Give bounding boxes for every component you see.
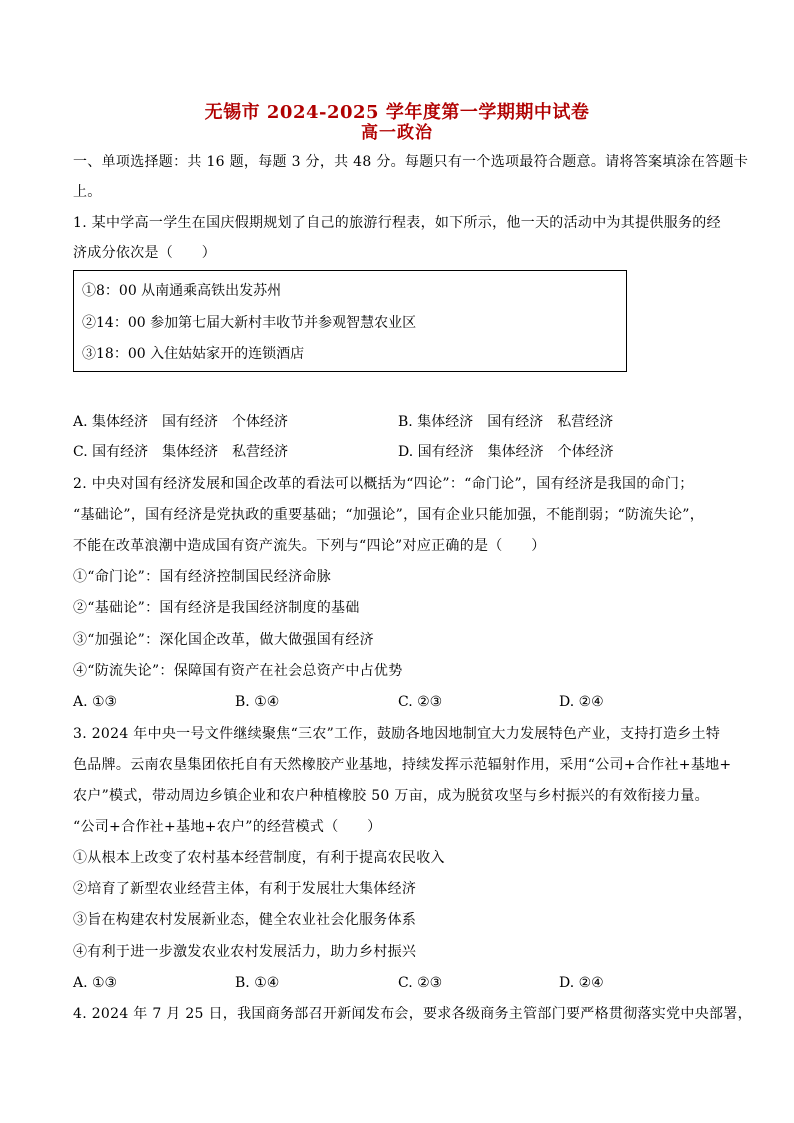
question-3-option-a: A. ①③ xyxy=(73,975,118,991)
question-2-option-b: B. ①④ xyxy=(235,694,280,710)
question-3-stem: “公司+合作社+基地+农户”的经营模式（ ） xyxy=(73,819,382,835)
itinerary-item: ③18：00 入住姑姑家开的连锁酒店 xyxy=(82,346,305,362)
question-2-stem: 不能在改革浪潮中造成国有资产流失。下列与“四论”对应正确的是（ ） xyxy=(73,538,546,554)
question-2-stem: 2. 中央对国有经济发展和国企改革的看法可以概括为“四论”：“命门论”，国有经济是我国的命门； xyxy=(73,476,694,492)
question-1-option-d: D. 国有经济 集体经济 个体经济 xyxy=(398,444,614,460)
question-3-option-d: D. ②④ xyxy=(559,975,604,991)
question-4-stem: 4. 2024 年 7 月 25 日，我国商务部召开新闻发布会，要求各级商务主管部门要严格贯彻落实党中央部署， xyxy=(73,1006,752,1022)
question-2-option-a: A. ①③ xyxy=(73,694,118,710)
question-2-item: ③“加强论”：深化国企改革，做大做强国有经济 xyxy=(73,632,374,648)
question-1-stem: 1. 某中学高一学生在国庆假期规划了自己的旅游行程表，如下所示，他一天的活动中为其提供服务的经 xyxy=(73,215,721,231)
question-3-stem: 色品牌。云南农垦集团依托自有天然橡胶产业基地，持续发挥示范辐射作用，采用“公司+合作社+基地+ xyxy=(73,757,732,773)
exam-subject: 高一政治 xyxy=(361,123,433,143)
question-3-stem: 农户”模式，带动周边乡镇企业和农户种植橡胶 50 万亩，成为脱贫攻坚与乡村振兴的有效衔接力量。 xyxy=(73,788,709,804)
question-3-item: ③旨在构建农村发展新业态，健全农业社会化服务体系 xyxy=(73,912,417,928)
itinerary-item: ①8：00 从南通乘高铁出发苏州 xyxy=(82,283,282,299)
section-intro-line: 上。 xyxy=(73,184,102,200)
itinerary-box xyxy=(73,270,627,372)
exam-title: 无锡市 2024-2025 学年度第一学期期中试卷 xyxy=(204,102,590,123)
question-1-stem: 济成分依次是（ ） xyxy=(73,245,216,261)
question-1-option-b: B. 集体经济 国有经济 私营经济 xyxy=(398,414,614,430)
question-3-item: ④有利于进一步激发农业农村发展活力，助力乡村振兴 xyxy=(73,944,417,960)
question-3-stem: 3. 2024 年中央一号文件继续聚焦“三农”工作，鼓励各地因地制宜大力发展特色产业，支持打造乡土特 xyxy=(73,726,721,742)
section-intro-line: 一、单项选择题：共 16 题，每题 3 分，共 48 分。每题只有一个选项最符合题意。请将答案填涂在答题卡 xyxy=(73,154,749,170)
question-1-option-c: C. 国有经济 集体经济 私营经济 xyxy=(73,444,289,460)
itinerary-item: ②14：00 参加第七届大新村丰收节并参观智慧农业区 xyxy=(82,315,417,331)
question-1-option-a: A. 集体经济 国有经济 个体经济 xyxy=(73,414,289,430)
question-2-stem: “基础论”，国有经济是党执政的重要基础；“加强论”，国有企业只能加强，不能削弱；“防流失论”， xyxy=(73,507,705,523)
question-2-option-d: D. ②④ xyxy=(559,694,604,710)
question-2-item: ①“命门论”：国有经济控制国民经济命脉 xyxy=(73,569,332,585)
question-3-item: ②培育了新型农业经营主体，有利于发展壮大集体经济 xyxy=(73,881,417,897)
question-3-option-b: B. ①④ xyxy=(235,975,280,991)
question-3-item: ①从根本上改变了农村基本经营制度，有利于提高农民收入 xyxy=(73,850,445,866)
question-3-option-c: C. ②③ xyxy=(398,975,443,991)
question-2-item: ②“基础论”：国有经济是我国经济制度的基础 xyxy=(73,600,360,616)
question-2-item: ④“防流失论”：保障国有资产在社会总资产中占优势 xyxy=(73,663,403,679)
question-2-option-c: C. ②③ xyxy=(398,694,443,710)
